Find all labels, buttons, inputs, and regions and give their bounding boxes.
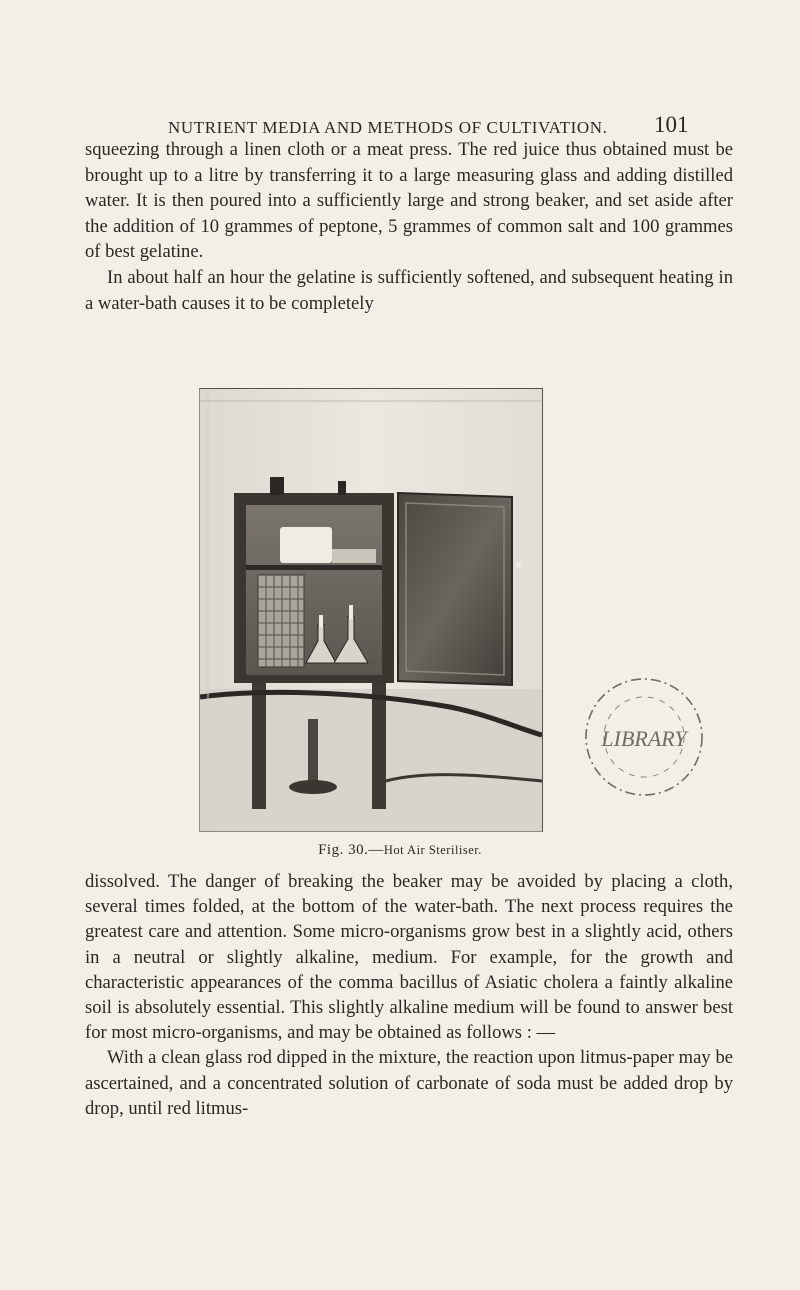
stamp-text: LIBRARY [601,726,687,751]
bunsen-burner [308,719,318,781]
body-text-top [85,137,733,316]
thermometer-tube [270,477,284,495]
body-text-bottom [85,869,733,1121]
thermometer-tube [338,481,346,495]
running-title: NUTRIENT MEDIA AND METHODS OF CULTIVATION. [168,118,608,137]
stand-leg [252,679,266,809]
caption-label: Fig. 30. [318,842,369,858]
oven-shelf [246,565,382,570]
figure-caption [0,842,800,859]
caption-title: Hot Air Steriliser. [383,843,482,857]
wire-basket [258,575,304,667]
steriliser-illustration [200,389,542,831]
cotton-wool-box [280,527,332,563]
paragraph: With a clean glass rod dipped in the mixture, the reaction upon litmus-paper may be ascertained, and a concentrated solution of carbonate of soda must be added drop by drop, until red litmus- [85,1047,733,1119]
running-head [0,112,800,140]
page-number: 101 [654,112,689,137]
figure-hot-air-steriliser [199,388,543,832]
paragraph: In about half an hour the gelatine is sufficiently softened, and subsequent heating in a water-bath causes it to be completely [85,266,733,314]
library-stamp [577,670,711,804]
paragraph: squeezing through a linen cloth or a meat press. The red juice thus obtained must be brought up to a litre by transferring it to a large measuring glass and adding distilled water. It is then poured into a sufficiently large and strong beaker, and set aside after the addition of 10 grammes of peptone, 5 grammes of common salt and 100 grammes of best gelatine. [85,139,733,263]
door-latch [515,562,521,568]
cotton-plug [349,605,353,619]
paragraph: dissolved. The danger of breaking the beaker may be avoided by placing a cloth, several times folded, at the bottom of the water-bath. The next process requires the greatest care and attention. Some micro-organisms grow best in a slightly acid, others in a neutral or slightly alkaline, medium. For example, for the growth and characteristic appearances of the comma bacillus of Asiatic cholera a faintly alkaline soil is absolutely essential. This slightly alkaline medium will be found to answer best for most micro-organisms, and may be obtained as follows : — [85,871,733,1044]
burner-base [289,780,337,794]
tray [332,549,376,563]
cotton-plug [319,615,323,627]
oven-door [398,493,512,685]
caption-dash: — [368,842,384,858]
